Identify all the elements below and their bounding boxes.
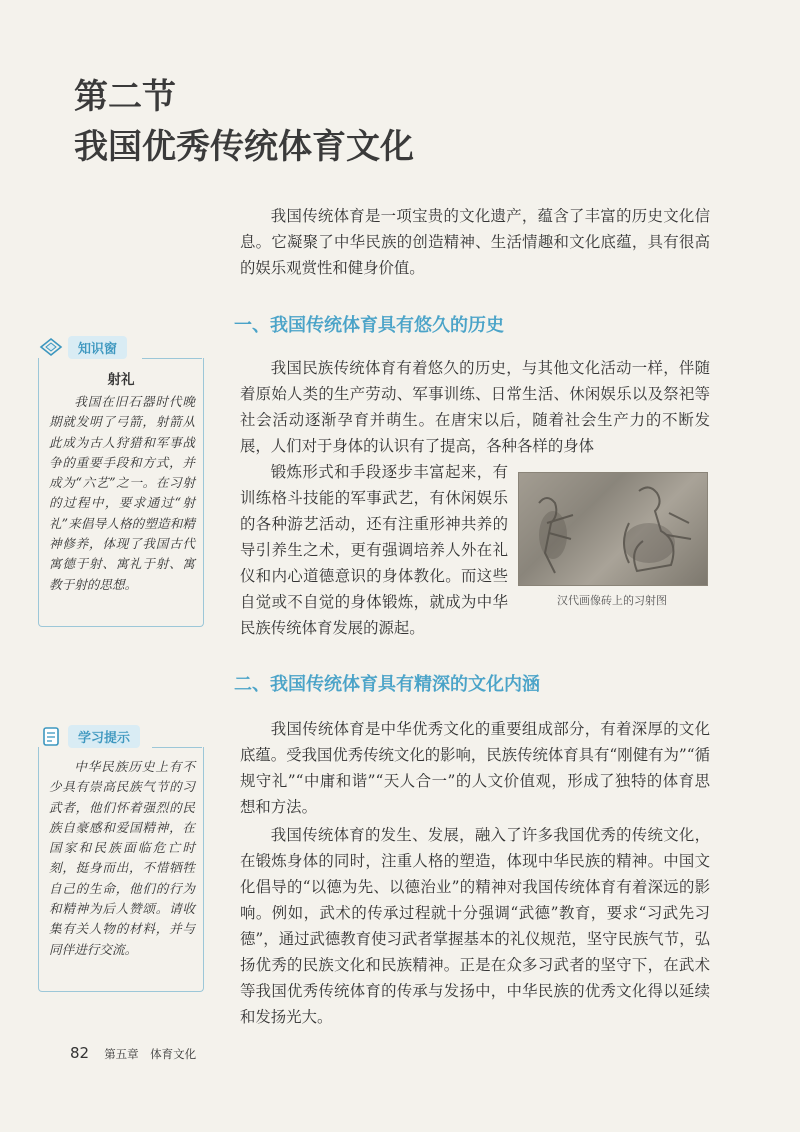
section-number: 第二节 <box>74 77 176 117</box>
study-tip-body: 中华民族历史上有不少具有崇高民族气节的习武者，他们怀着强烈的民族自豪感和爱国精神，在国家和民族面临危亡时刻，挺身而出，不惜牺牲自己的生命，他们的行为和精神为后人赞颂。请收集有关人物的材料，并与同伴进行交流。 <box>49 759 195 957</box>
page-title <box>74 72 414 172</box>
diamond-icon <box>38 336 64 358</box>
page-number: 82 <box>70 1044 90 1062</box>
study-tip-header <box>38 724 140 748</box>
knowledge-window-body: 我国在旧石器时代晚期就发明了弓箭，射箭从此成为古人狩猎和军事战争的重要手段和方式，并成为“六艺”之一。在习射的过程中，要求通过“射礼”来倡导人格的塑造和精神修养，体现了我国古代寓德于射、寓礼于射、寓教于射的思想。 <box>49 394 195 592</box>
knowledge-window-box <box>38 358 204 627</box>
intro-paragraph: 我国传统体育是一项宝贵的文化遗产，蕴含了丰富的历史文化信息。它凝聚了中华民族的创造精神、生活情趣和文化底蕴，具有很高的娱乐观赏性和健身价值。 <box>240 207 710 277</box>
knowledge-window-tab: 知识窗 <box>68 336 127 359</box>
notepad-icon <box>38 725 64 747</box>
study-tip-box <box>38 747 204 992</box>
section-1-paragraph-b: 锻炼形式和手段逐步丰富起来，有训练格斗技能的军事武艺，有休闲娱乐的各种游艺活动，还有注重形神共养的导引养生之术，更有强调培养人外在礼仪和内心道德意识的身体教化。而这些自觉或不自觉的身体锻炼，就成为中华民族传统体育发展的源起。 <box>240 463 508 637</box>
section-1-paragraph-a: 我国民族传统体育有着悠久的历史，与其他文化活动一样，伴随着原始人类的生产劳动、军事训练、日常生活、休闲娱乐以及祭祀等社会活动逐渐孕育并萌生。在唐宋以后，随着社会生产力的不断发展，人们对于身体的认识有了提高，各种各样的身体 <box>240 359 710 455</box>
page-footer <box>70 1043 196 1062</box>
section-2-heading: 二、我国传统体育具有精深的文化内涵 <box>234 674 540 695</box>
chapter-label: 第五章 体育文化 <box>104 1047 197 1061</box>
study-tip-tab: 学习提示 <box>68 725 140 748</box>
section-1-heading: 一、我国传统体育具有悠久的历史 <box>234 315 504 336</box>
section-title: 我国优秀传统体育文化 <box>74 127 414 167</box>
section-2-paragraph-1: 我国传统体育是中华优秀文化的重要组成部分，有着深厚的文化底蕴。受我国优秀传统文化的影响，民族传统体育具有“刚健有为”“循规守礼”“中庸和谐”“天人合一”的人文价值观，形成了独特的体育思想和方法。 <box>240 720 710 816</box>
section-2-paragraph-2: 我国传统体育的发生、发展，融入了许多我国优秀的传统文化，在锻炼身体的同时，注重人格的塑造，体现中华民族的精神。中国文化倡导的“以德为先、以德治业”的精神对我国传统体育有着深远的影响。例如，武术的传承过程就十分强调“武德”教育，要求“习武先习德”，通过武德教育使习武者掌握基本的礼仪规范，坚守民族气节，弘扬优秀的民族文化和民族精神。正是在众多习武者的坚守下，在武术等我国优秀传统体育的传承与发扬中，中华民族的优秀文化得以延续和发扬光大。 <box>240 826 710 1026</box>
knowledge-window-title: 射礼 <box>107 372 135 388</box>
knowledge-window-header <box>38 335 127 359</box>
archery-relief-image <box>518 472 708 586</box>
figure-caption: 汉代画像砖上的习射图 <box>557 594 667 607</box>
relief-drawing <box>519 473 707 585</box>
